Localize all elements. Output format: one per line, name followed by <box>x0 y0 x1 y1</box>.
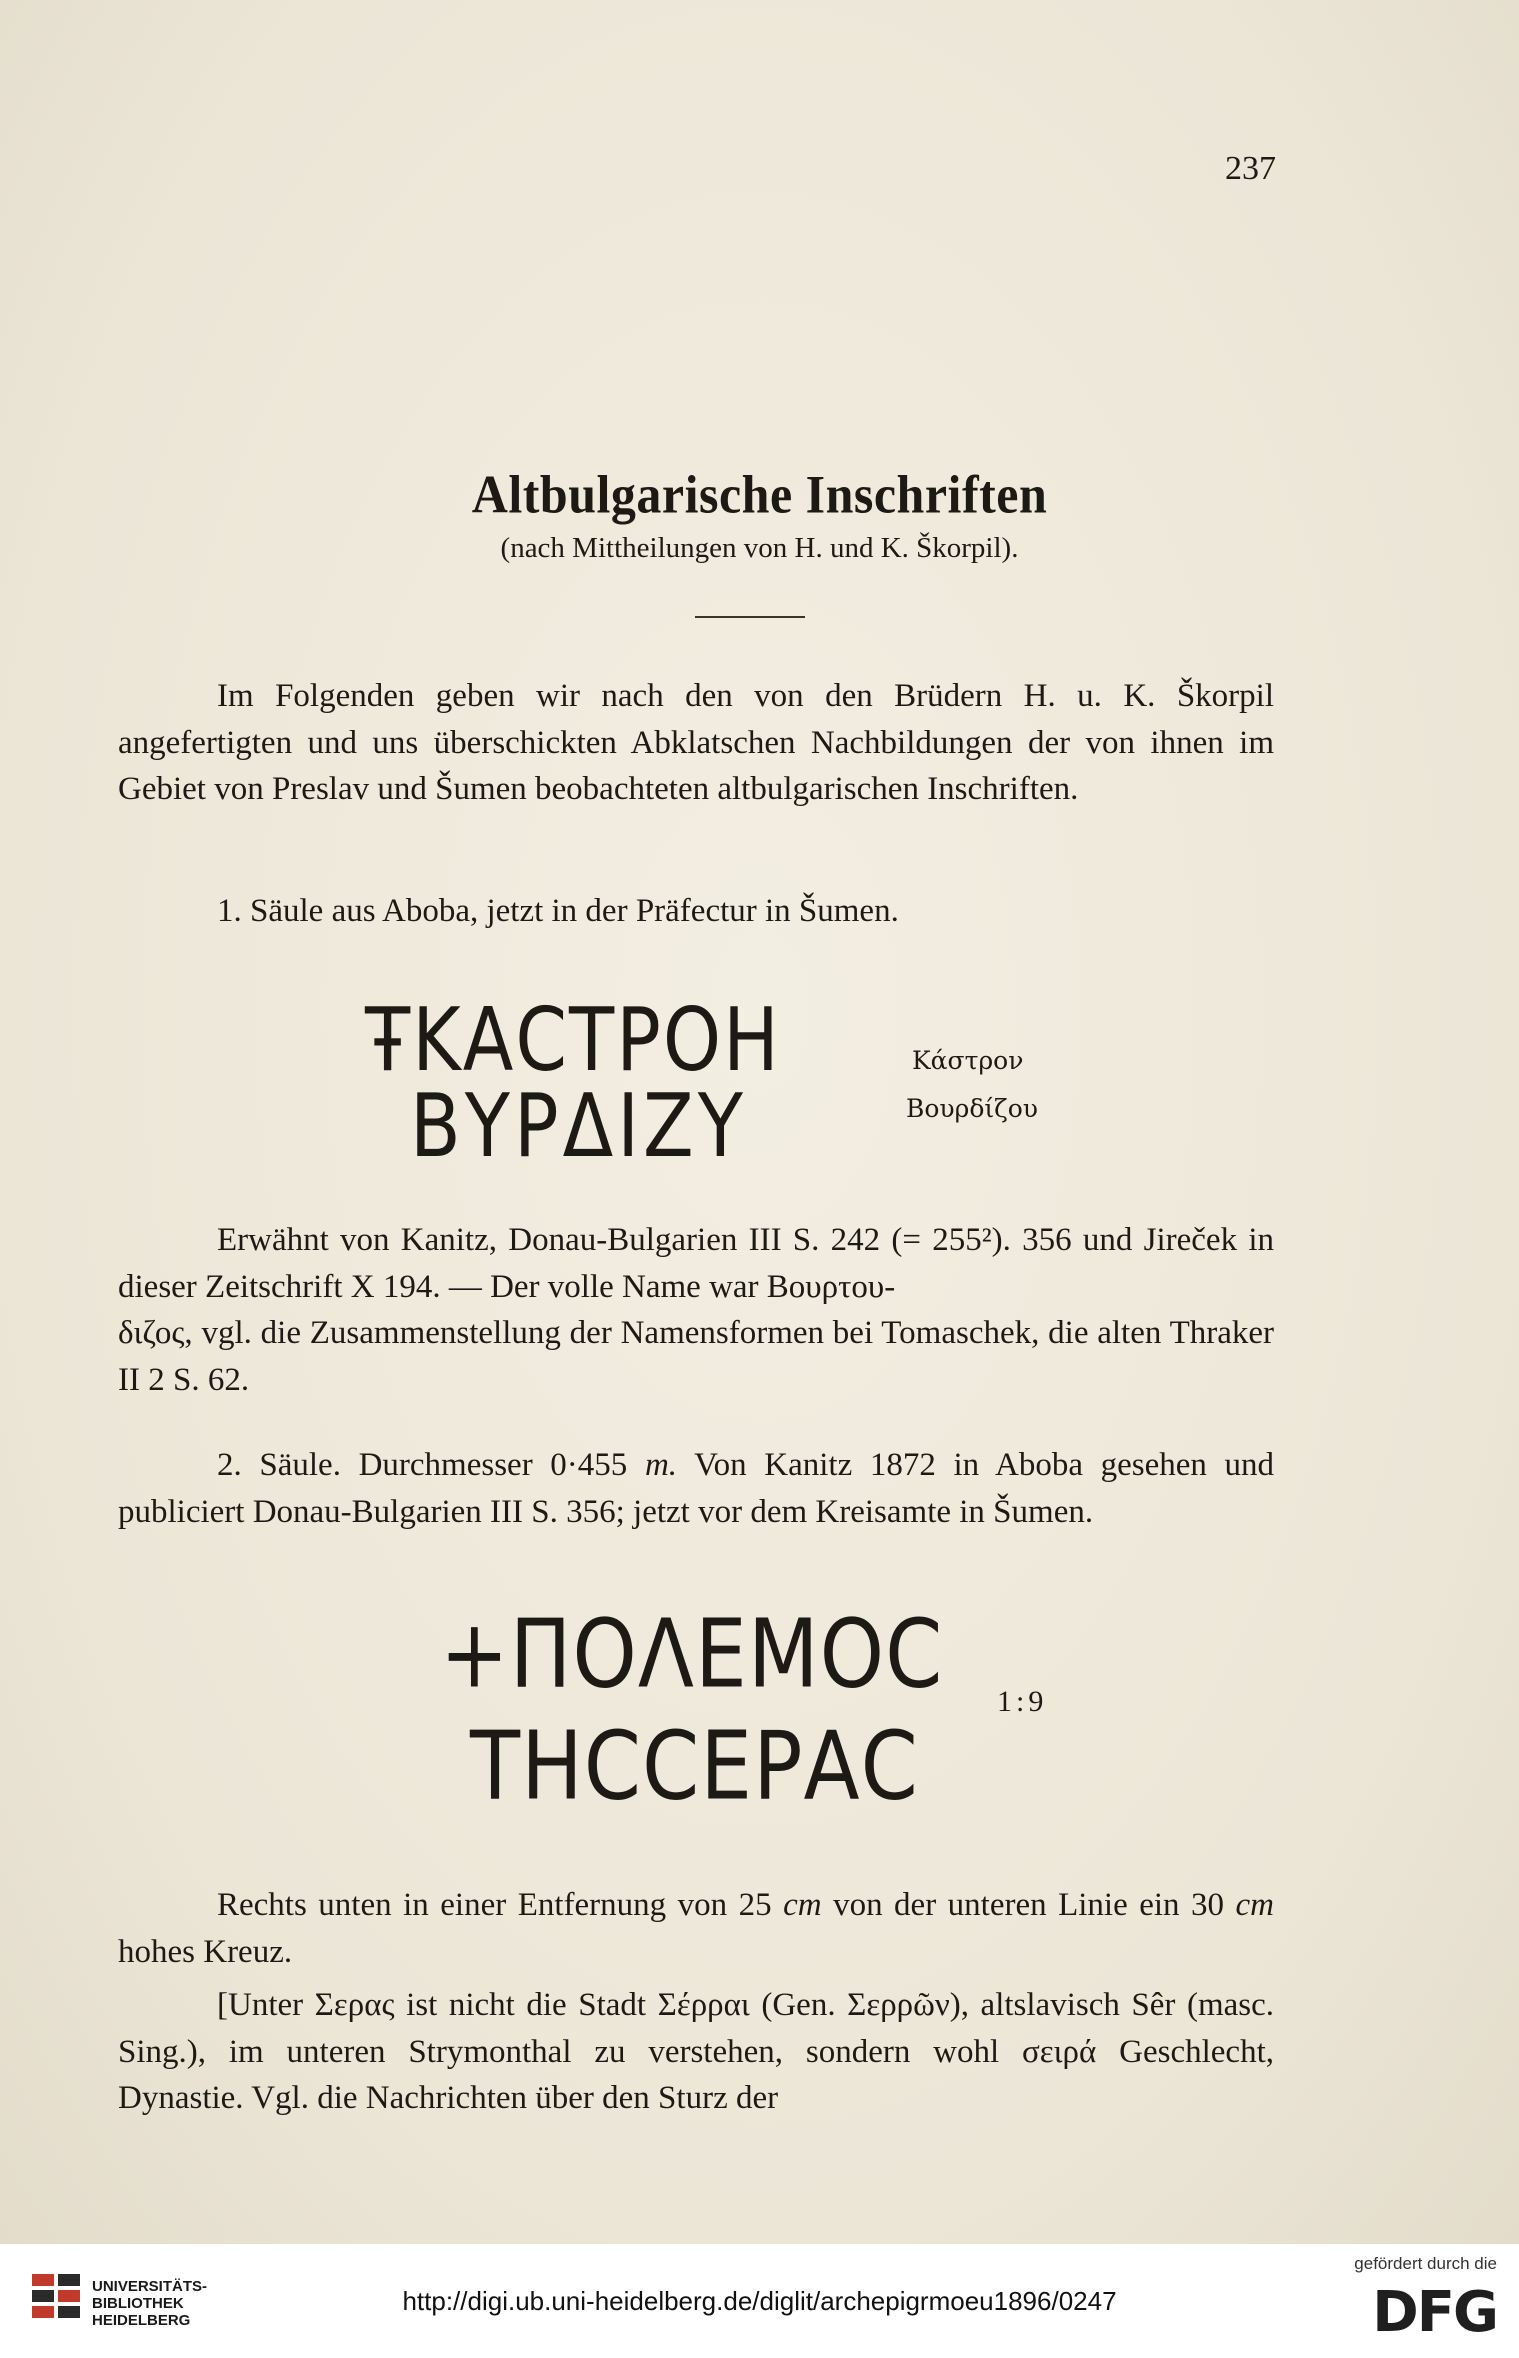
item2-para-a-part1: 2. Säule. Durchmesser 0·455 <box>217 1447 628 1483</box>
item2-para-b-part1: Rechts unten in einer Entfernung von 25 <box>217 1887 772 1923</box>
inscription2-line2: ΤΗϹϹΕΡΑϹ <box>470 1712 919 1822</box>
library-name-line3: HEIDELBERG <box>92 2312 191 2329</box>
scale-ratio: 1:9 <box>997 1685 1048 1718</box>
item1-paragraph-a: Erwähnt von Kanitz, Donau-Bulgarien III S. 242 (= 255²). 356 und Jireček in dieser Zeitschrift X 194. — Der volle Name war Βουρτου- <box>118 1222 1274 1305</box>
sponsor-label: gefördert durch die <box>1354 2254 1497 2273</box>
item2-para-b-unit2: cm <box>1235 1887 1274 1923</box>
bleed-through-text <box>230 248 1280 668</box>
title-rule <box>695 616 805 618</box>
item1-heading: 1. Säule aus Aboba, jetzt in der Präfectur in Šumen. <box>217 893 899 929</box>
item2-paragraph-c: [Unter Σερας ist nicht die Stadt Σέρραι (Gen. Σερρῶν), altslavisch Sêr (masc. Sing.), im unteren Strymonthal zu verstehen, sondern wohl σειρά Geschlecht, Dynastie. Vgl. die Nachrichten über den Sturz der <box>118 1987 1274 2116</box>
item2-para-b-part3: hohes Kreuz. <box>118 1933 293 1970</box>
library-name-line2: BIBLIOTHEK <box>92 2295 184 2312</box>
inscription1-line2: ΒΥΡΔΙΖΥ <box>410 1076 747 1178</box>
item2-para-b-part2: von der unteren Linie ein 30 <box>833 1887 1225 1923</box>
inscription2-line1: +ΠΟΛΕΜΟϹ <box>440 1600 944 1710</box>
inscription1-gloss-line2: Βουρδίζου <box>906 1094 1038 1123</box>
intro-paragraph: Im Folgenden geben wir nach den von den Brüdern H. u. K. Škorpil angefertigten und uns überschickten Abklatschen Nachbildungen der von ihnen im Gebiet von Preslav und Šumen beobachteten altbulgarischen Inschriften. <box>118 678 1274 807</box>
article-title: Altbulgarische Inschriften <box>471 463 1048 525</box>
item2-paragraph-a <box>118 1442 1274 1535</box>
inscription1-line1: ŦΚΑϹΤΡΟΗ <box>365 990 781 1092</box>
footer-bar <box>0 2244 1519 2358</box>
item2-para-a-unit: m. <box>644 1447 678 1483</box>
item2-para-a-part2: Von Kanitz 1872 in Aboba gesehen und publiciert Donau-Bulgarien III S. 356; jetzt vor dem Kreisamte in Šumen. <box>118 1447 1275 1530</box>
library-name-line1: UNIVERSITÄTS- <box>92 2278 208 2295</box>
item1-paragraph-b: διζος, vgl. die Zusammenstellung der Namensformen bei Tomaschek, die alten Thraker II 2 S. 62. <box>118 1315 1274 1398</box>
item2-para-b-unit1: cm <box>783 1887 822 1923</box>
inscription1-gloss-line1: Κάστρον <box>912 1046 1024 1075</box>
dfg-logo: DFG <box>1372 2280 1497 2345</box>
page-number: 237 <box>1225 150 1276 187</box>
article-subtitle: (nach Mittheilungen von H. und K. Škorpil). <box>500 532 1019 564</box>
item2-paragraph-b <box>118 1882 1274 1975</box>
source-url-link[interactable]: http://digi.ub.uni-heidelberg.de/diglit/archepigrmoeu1896/0247 <box>402 2286 1117 2316</box>
